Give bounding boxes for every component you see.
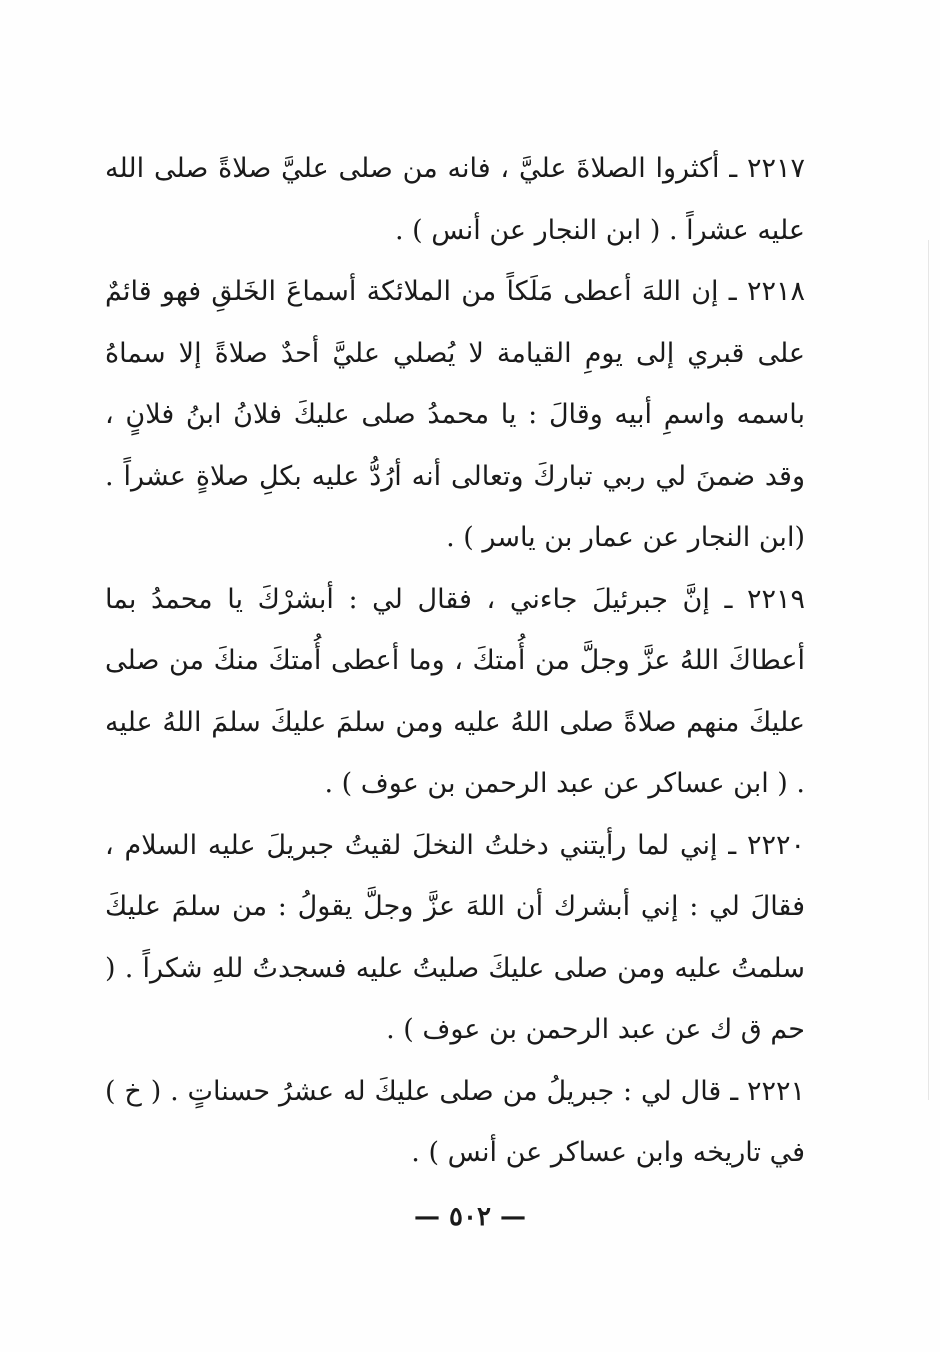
hadith-2217: ٢٢١٧ ـ أكثروا الصلاةَ عليَّ ، فانه من صلى عليَّ صلاةً صلى الله عليه عشراً . ( ابن النجار عن أنس ) . (105, 153, 805, 246)
hadith-2221: ٢٢٢١ ـ قال لي : جبريلُ من صلى عليكَ له عشرُ حسناتٍ . ( خ ) في تاريخه وابن عساكر عن أنس ) . (105, 1075, 805, 1168)
hadith-2219: ٢٢١٩ ـ إنَّ جبرئيلَ جاءني ، فقال لي : أبشرْكَ يا محمدُ بما أعطاكَ اللهُ عزَّ وجلَّ من أُمتكَ ، وما أعطى أُمتكَ منكَ من صلى عليكَ منهم صلاةً صلى اللهُ عليه ومن سلمَ عليكَ سلمَ اللهُ عليه . ( ابن عساكر عن عبد الرحمن بن عوف ) . (105, 583, 805, 799)
hadith-2220: ٢٢٢٠ ـ إني لما رأيتني دخلتُ النخلَ لقيتُ جبريلَ عليه السلام ، فقالَ لي : إني أبشرك أن اللهَ عزَّ وجلَّ يقولُ : من سلمَ عليكَ سلمتُ عليه ومن صلى عليكَ صليتُ عليه فسجدتُ للهِ شكراً . ( حم ق ك عن عبد الرحمن بن عوف ) . (105, 829, 805, 1045)
page-number: — ٥٠٢ — (413, 1202, 527, 1232)
page-edge-line (928, 240, 929, 1100)
hadith-2218: ٢٢١٨ ـ إن اللهَ أعطى مَلَكاً من الملائكة أسماعَ الخَلقِ فهو قائمٌ على قبري إلى يومِ القيامة لا يُصلي عليَّ أحدٌ صلاةً إلا سماهُ باسمه واسمِ أبيه وقالَ : يا محمدُ صلى عليكَ فلانُ ابنُ فلانٍ ، وقد ضمنَ لي ربي تباركَ وتعالى أنه أرُدُّ عليه بكلِ صلاةٍ عشراً . (ابن النجار عن عمار بن ياسر ) . (105, 276, 805, 553)
hadith-text-block (105, 138, 805, 1184)
